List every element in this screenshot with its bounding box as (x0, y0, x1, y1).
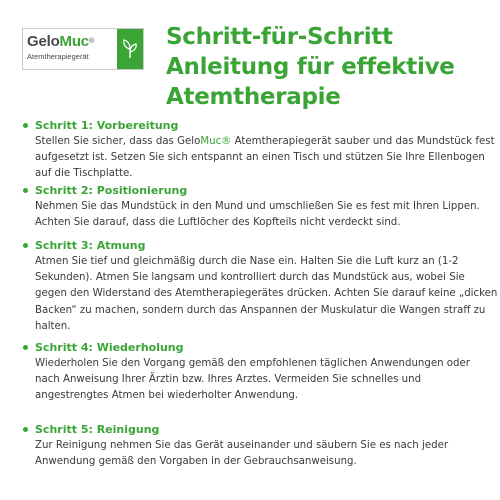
step-heading (22, 340, 492, 356)
bullet-dot (23, 188, 28, 193)
brand-highlight: Muc® (200, 136, 232, 147)
logo-subtitle: Atemtherapiegerät (27, 52, 89, 61)
step-line-text: Atemtherapiegerät sauber und das Mundstück fest (231, 136, 495, 147)
step-heading (22, 422, 492, 438)
step-line: gegen den Widerstand des Atemtherapiegerätes drücken. Achten Sie darauf keine „dicken (35, 288, 498, 300)
step-line: Nehmen Sie das Mundstück in den Mund und umschließen Sie es fest mit Ihren Lippen. (35, 201, 480, 212)
step-heading-text: Schritt 5: Reinigung (35, 423, 160, 436)
step-heading-text: Schritt 4: Wiederholung (35, 341, 184, 354)
step-heading-text: Schritt 1: Vorbereitung (35, 119, 179, 132)
bullet-dot (23, 427, 28, 432)
step-heading (22, 238, 492, 254)
step-heading (22, 118, 492, 134)
step-line: halten. (35, 320, 71, 332)
step-body (22, 199, 492, 231)
step-line: Wiederholen Sie den Vorgang gemäß den empfohlenen täglichen Anwendungen oder (35, 358, 470, 369)
bullet-dot (23, 345, 28, 350)
logo-brand-part1: Gelo (27, 33, 60, 50)
step-body (22, 254, 498, 335)
step-line: Anwendung gemäß den Vorgaben in der Gebrauchsanweisung. (35, 456, 357, 468)
step-line (35, 134, 495, 150)
page-title (166, 22, 486, 112)
step-line-text: Stellen Sie sicher, dass das Gelo (35, 136, 201, 147)
step-line: nach Anweisung Ihrer Ärztin bzw. Ihres Arztes. Vermeiden Sie schnelles und (35, 374, 422, 386)
gelomuc-logo (22, 28, 144, 70)
bullet-dot (23, 243, 28, 248)
logo-registered-mark: ® (88, 38, 94, 45)
bullet-dot (23, 123, 28, 128)
logo-wordmark (27, 34, 94, 50)
step-5 (22, 422, 492, 470)
step-line: angestrengtes Atmen bei wiederholter Anwendung. (35, 390, 299, 402)
step-heading-text: Schritt 3: Atmung (35, 239, 146, 252)
step-2 (22, 183, 492, 231)
title-line-1: Schritt-für-Schritt (166, 24, 393, 50)
step-3 (22, 238, 498, 335)
step-body (22, 438, 492, 470)
logo-brand-part2: Muc (59, 33, 89, 50)
step-body (22, 134, 495, 183)
title-line-3: Atemtherapie (166, 84, 341, 110)
step-line: Sekunden). Atmen Sie langsam und kontrolliert durch das Mundstück aus, wobei Sie (35, 272, 465, 284)
step-1 (22, 118, 495, 183)
step-line: Backen“ zu machen, sondern durch das Anspannen der Muskulatur die Wangen straff zu (35, 304, 486, 316)
step-line: Achten Sie darauf, dass die Luftlöcher des Kopfteils nicht verdeckt sind. (35, 217, 401, 229)
title-line-2: Anleitung für effektive (166, 54, 455, 80)
step-line: Atmen Sie tief und gleichmäßig durch die Nase ein. Halten Sie die Luft kurz an (1-2 (35, 256, 459, 267)
leaf-icon (117, 29, 143, 69)
step-body (22, 356, 492, 405)
step-line: aufgesetzt ist. Setzen Sie sich entspannt an einen Tisch und stützen Sie Ihre Ellenbogen (35, 152, 485, 164)
step-4 (22, 340, 492, 405)
step-heading (22, 183, 492, 199)
step-line: auf die Tischplatte. (35, 168, 133, 180)
step-heading-text: Schritt 2: Positionierung (35, 184, 188, 197)
step-line: Zur Reinigung nehmen Sie das Gerät auseinander und säubern Sie es nach jeder (35, 440, 449, 451)
